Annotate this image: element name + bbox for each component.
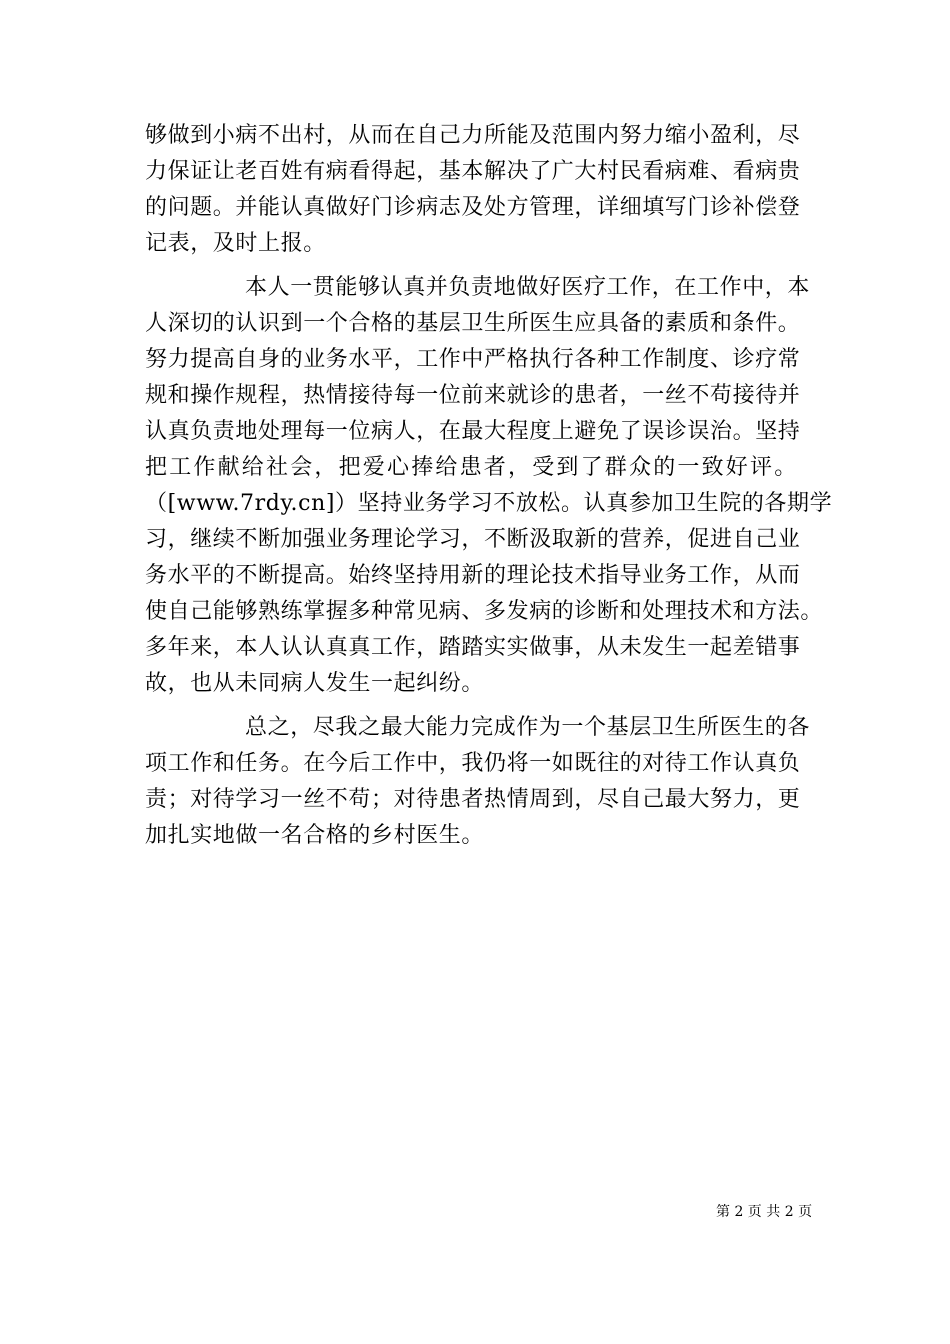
text-line: 记表，及时上报。 xyxy=(145,231,326,256)
text-line: 本人一贯能够认真并负责地做好医疗工作，在工作中，本 xyxy=(245,275,811,300)
text-line: 的问题。并能认真做好门诊病志及处方管理，详细填写门诊补偿登 xyxy=(145,195,801,220)
text-line: 力保证让老百姓有病看得起，基本解决了广大村民看病难、看病贵 xyxy=(145,159,801,184)
paragraph xyxy=(145,270,833,702)
text-line: 习，继续不断加强业务理论学习，不断汲取新的营养，促进自己业 xyxy=(145,527,801,552)
text-line: 责；对待学习一丝不苟；对待患者热情周到，尽自己最大努力，更 xyxy=(145,787,801,812)
text-line: 务水平的不断提高。始终坚持用新的理论技术指导业务工作，从而 xyxy=(145,563,801,588)
text-line: （[www.7rdy.cn]）坚持业务学习不放松。认真参加卫生院的各期学 xyxy=(145,491,833,516)
text-line: 多年来，本人认认真真工作，踏踏实实做事，从未发生一起差错事 xyxy=(145,635,801,660)
text-line: 努力提高自身的业务水平，工作中严格执行各种工作制度、诊疗常 xyxy=(145,347,801,372)
text-line: 把工作献给社会，把爱心捧给患者，受到了群众的一致好评。 xyxy=(145,455,799,480)
text-line: 故，也从未同病人发生一起纠纷。 xyxy=(145,671,485,696)
text-line: 使自己能够熟练掌握多种常见病、多发病的诊断和处理技术和方法。 xyxy=(145,599,824,624)
text-line: 认真负责地处理每一位病人，在最大程度上避免了误诊误治。坚持 xyxy=(145,419,801,444)
text-line: 规和操作规程，热情接待每一位前来就诊的患者，一丝不苟接待并 xyxy=(145,383,801,408)
paragraph xyxy=(145,118,825,262)
text-line: 项工作和任务。在今后工作中，我仍将一如既往的对待工作认真负 xyxy=(145,751,801,776)
paragraph xyxy=(145,710,825,854)
text-line: 够做到小病不出村，从而在自己力所能及范围内努力缩小盈利，尽 xyxy=(145,123,801,148)
page-number: 第 2 页 共 2 页 xyxy=(716,1204,813,1220)
document-body xyxy=(145,118,833,854)
text-line: 总之，尽我之最大能力完成作为一个基层卫生所医生的各 xyxy=(245,715,811,740)
text-line: 人深切的认识到一个合格的基层卫生所医生应具备的素质和条件。 xyxy=(145,311,801,336)
text-line: 加扎实地做一名合格的乡村医生。 xyxy=(145,823,485,848)
